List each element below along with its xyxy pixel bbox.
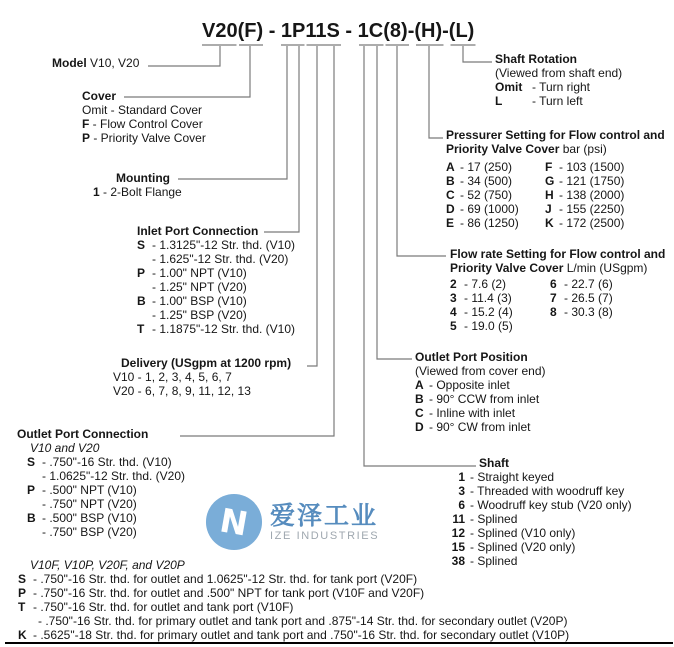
list-item: S - .750"-16 Str. thd. for outlet and 1.0625"-12 Str. thd. for tank port (V20F): [18, 572, 418, 586]
ize-logo: [205, 493, 379, 551]
list-item: F - Flow Control Cover: [82, 117, 203, 131]
list-item: P - .500" NPT (V10): [27, 483, 137, 497]
bottom-divider: [5, 642, 673, 644]
list-item: T - .750"-16 Str. thd. for outlet and tank port (V10F): [18, 600, 294, 614]
list-item: B - 1.00" BSP (V10): [137, 294, 247, 308]
list-item: 1 - 2-Bolt Flange: [93, 185, 182, 199]
table-row: C - 52 (750) H - 138 (2000): [446, 188, 625, 202]
section-cover: [82, 89, 206, 145]
outlet-conn-title: Outlet Port Connection: [17, 427, 149, 441]
table-row: B - 34 (500) G - 121 (1750): [446, 174, 625, 188]
ize-logo-chinese: 爱泽工业: [270, 501, 379, 530]
outlet-conn-subtitle: V10 and V20: [30, 441, 100, 455]
inlet-title: Inlet Port Connection: [137, 224, 259, 238]
section-shaft: [446, 456, 632, 568]
list-item: B - .500" BSP (V10): [27, 511, 137, 525]
list-item: - 1.0625"-12 Str. thd. (V20): [42, 469, 186, 483]
mounting-title: Mounting: [116, 171, 170, 185]
code-part-model: V20: [202, 20, 238, 42]
cover-title: Cover: [82, 89, 117, 103]
list-item: - 1.25" NPT (V20): [152, 280, 247, 294]
code-separator: -: [442, 20, 449, 42]
code-part-flowrate: (8): [383, 20, 408, 42]
ize-logo-text: [270, 502, 379, 543]
list-item: 11 - Splined: [452, 512, 518, 526]
outlet-pos-title: Outlet Port Position: [415, 350, 528, 364]
section-shaft-rotation: [495, 52, 622, 108]
shaft-rotation-note: (Viewed from shaft end): [495, 66, 623, 80]
table-row: E - 86 (1250) K - 172 (2500): [446, 216, 625, 230]
model-code-title: [202, 21, 474, 41]
outlet-conn2-subtitle: V10F, V10P, V20F, and V20P: [30, 558, 185, 572]
outlet-pos-note: (Viewed from cover end): [415, 364, 546, 378]
ize-logo-english: IZE INDUSTRIES: [270, 529, 380, 542]
list-item: 12 - Splined (V10 only): [451, 526, 576, 540]
section-outlet-port-position: [415, 350, 546, 434]
code-part-cover: (F): [237, 20, 264, 42]
list-item: D - 90° CW from inlet: [415, 420, 531, 434]
list-item: A - Opposite inlet: [415, 378, 510, 392]
table-row: 4 - 15.2 (4) 8 - 30.3 (8): [450, 305, 613, 319]
pressure-unit: bar (psi): [562, 142, 607, 156]
section-inlet-port-connection: [137, 224, 295, 336]
code-part-mounting-inlet: 1P: [280, 20, 306, 42]
section-pressure-setting: [446, 128, 665, 230]
code-part-delivery-outlet: 11S: [305, 20, 340, 42]
flow-title-line2: Priority Valve Cover L/min (USgpm): [450, 261, 648, 275]
list-item: 38 - Splined: [451, 554, 518, 568]
code-separator: -: [407, 20, 415, 42]
list-item: 3 - Threaded with woodruff key: [458, 484, 625, 498]
table-row: D - 69 (1000) J - 155 (2250): [446, 202, 625, 216]
code-separator: -: [263, 20, 281, 42]
table-row: A - 17 (250) F - 103 (1500): [446, 160, 625, 174]
model-label: Model: [52, 56, 87, 70]
list-item: P - .750"-16 Str. thd. for outlet and .500" NPT for tank port (V10F and V20F): [18, 586, 425, 600]
flow-title-line1: Flow rate Setting for Flow control and: [450, 247, 666, 261]
section-model: [52, 56, 139, 70]
section-outlet-port-connection: [17, 427, 185, 539]
list-item: K - .5625"-18 Str. thd. for primary outlet and tank port and .750"-16 Str. thd. for secondary outlet (V10P): [18, 628, 570, 642]
list-item: T - 1.1875"-12 Str. thd. (V10): [137, 322, 296, 336]
table-row: 2 - 7.6 (2) 6 - 22.7 (6): [450, 277, 613, 291]
section-delivery: [113, 356, 291, 398]
list-item: V20 - 6, 7, 8, 9, 11, 12, 13: [113, 384, 251, 398]
list-item: - .750" NPT (V20): [42, 497, 137, 511]
ize-logo-circle-icon: [205, 493, 263, 551]
list-item: 15 - Splined (V20 only): [451, 540, 576, 554]
list-item: L - Turn left: [495, 94, 583, 108]
list-item: - .750" BSP (V20): [42, 525, 137, 539]
pressure-title-line1: Pressurer Setting for Flow control and: [446, 128, 665, 142]
section-outlet-port-connection-fp: [18, 558, 569, 642]
shaft-title: Shaft: [479, 456, 509, 470]
table-row: 3 - 11.4 (3) 7 - 26.5 (7): [450, 291, 613, 305]
list-item: 6 - Woodruff key stub (V20 only): [458, 498, 632, 512]
list-item: C - Inline with inlet: [415, 406, 516, 420]
section-flow-rate-setting: [450, 247, 665, 333]
code-part-pressure: (H): [414, 20, 443, 42]
list-item: Omit - Standard Cover: [82, 103, 203, 117]
flow-unit: L/min (USgpm): [566, 261, 648, 275]
list-item: B - 90° CCW from inlet: [415, 392, 540, 406]
table-row: 5 - 19.0 (5): [450, 319, 513, 333]
list-item: P - 1.00" NPT (V10): [137, 266, 247, 280]
model-value: V10, V20: [90, 56, 140, 70]
code-part-shaft-position: 1C: [357, 20, 384, 42]
section-mounting: [93, 171, 182, 199]
shaft-rotation-title: Shaft Rotation: [495, 52, 577, 66]
code-part-rotation: (L): [448, 20, 475, 42]
list-item: - 1.625"-12 Str. thd. (V20): [152, 252, 289, 266]
list-item: 1 - Straight keyed: [458, 470, 555, 484]
list-item: - 1.25" BSP (V20): [152, 308, 247, 322]
list-item: V10 - 1, 2, 3, 4, 5, 6, 7: [113, 370, 232, 384]
svg-text:N: N: [217, 500, 251, 544]
list-item: P - Priority Valve Cover: [82, 131, 206, 145]
list-item: - .750"-16 Str. thd. for primary outlet and tank port and .875"-14 Str. thd. for secondary outlet (V20P): [38, 614, 568, 628]
list-item: Omit - Turn right: [495, 80, 591, 94]
delivery-title: Delivery (USgpm at 1200 rpm): [121, 356, 292, 370]
list-item: S - .750"-16 Str. thd. (V10): [27, 455, 172, 469]
code-separator: -: [339, 20, 358, 42]
list-item: S - 1.3125"-12 Str. thd. (V10): [137, 238, 296, 252]
pressure-title-line2: Priority Valve Cover bar (psi): [446, 142, 607, 156]
